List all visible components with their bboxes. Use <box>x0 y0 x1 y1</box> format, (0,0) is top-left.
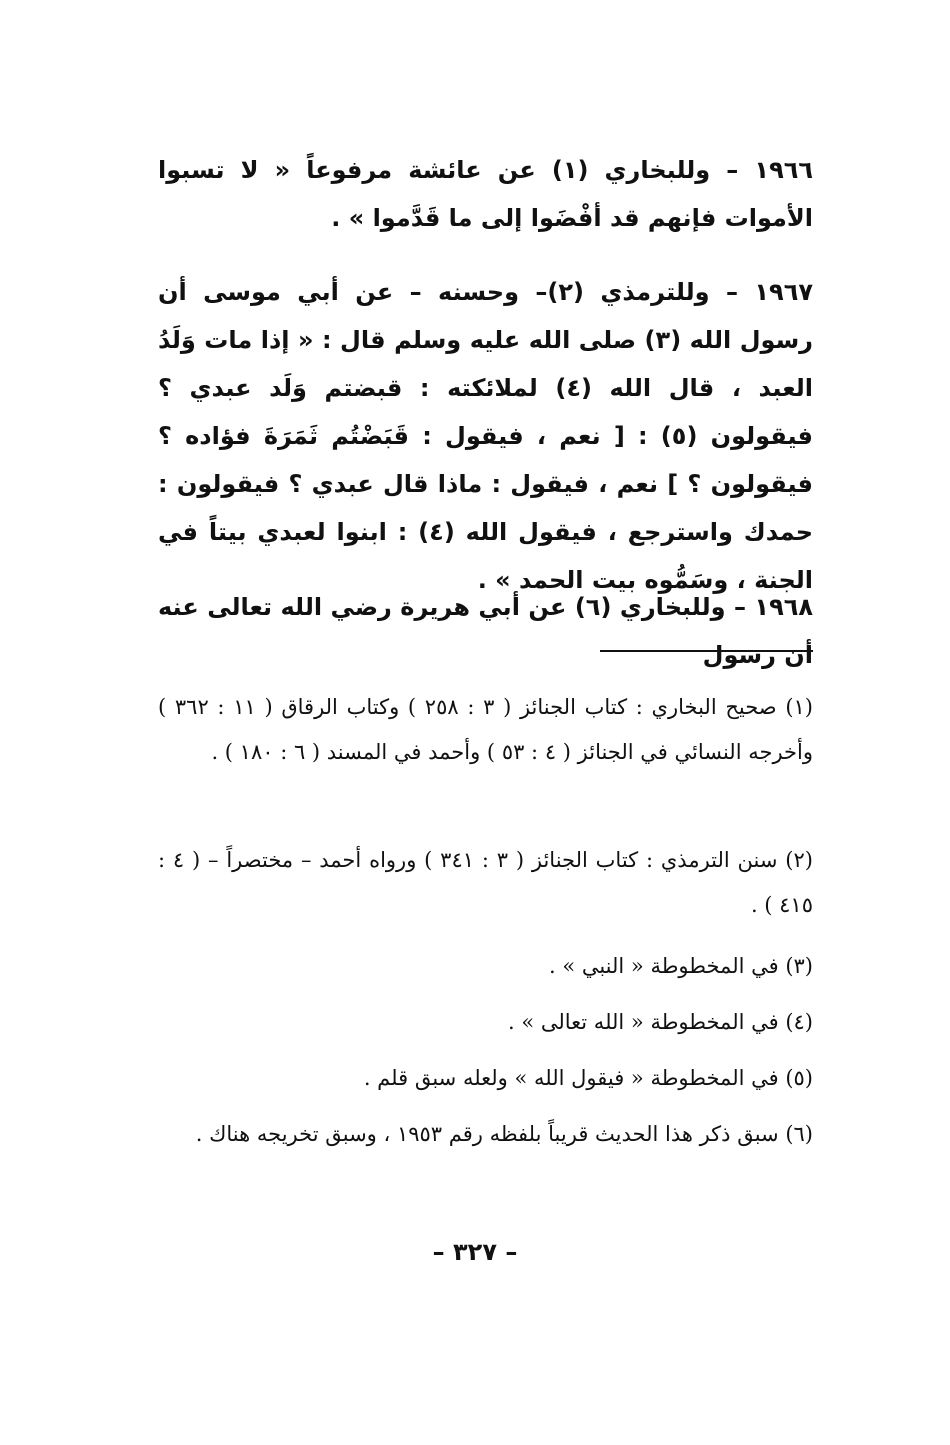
footnote-2: (٢) سنن الترمذي : كتاب الجنائز ( ٣ : ٣٤١ ) ورواه أحمد – مختصراً – ( ٤ : ٤١٥ ) . <box>158 848 813 917</box>
footnote-separator <box>600 650 813 652</box>
footnote-1: (١) صحيح البخاري : كتاب الجنائز ( ٣ : ٢٥٨ ) وكتاب الرقاق ( ١١ : ٣٦٢ ) وأخرجه النسائي في الجنائز ( ٤ : ٥٣ ) وأحمد في المسند ( ٦ : ١٨٠ ) . <box>158 695 813 764</box>
hadith-1968: ١٩٦٨ – وللبخاري (٦) عن أبي هريرة رضي الله تعالى عنه أن رسول <box>158 593 814 669</box>
page-number: – ٣٢٧ – <box>432 1238 518 1266</box>
footnote-3: (٣) في المخطوطة « النبي » . <box>548 954 813 978</box>
footnote-4: (٤) في المخطوطة « الله تعالى » . <box>507 1010 813 1034</box>
footnote-6: (٦) سبق ذكر هذا الحديث قريباً بلفظه رقم ١٩٥٣ ، وسبق تخريجه هناك . <box>195 1122 813 1146</box>
hadith-1966: ١٩٦٦ – وللبخاري (١) عن عائشة مرفوعاً « لا تسبوا الأموات فإنهم قد أفْضَوا إلى ما قَدَّموا » . <box>158 156 814 232</box>
footnote-5: (٥) في المخطوطة « فيقول الله » ولعله سبق قلم . <box>363 1066 813 1090</box>
hadith-1967: ١٩٦٧ – وللترمذي (٢)– وحسنه – عن أبي موسى أن رسول الله (٣) صلى الله عليه وسلم قال : « إذا مات وَلَدُ العبد ، قال الله (٤) لملائكته : قبضتم وَلَد عبدي ؟ فيقولون (٥) : [ نعم ، فيقول : قَبَضْتُم ثَمَرَةَ فؤاده ؟ فيقولون ؟ ] نعم ، فيقول : ماذا قال عبدي ؟ فيقولون : حمدك واسترجع ، فيقول الله (٤) : ابنوا لعبدي بيتاً في الجنة ، وسَمُّوه بيت الحمد » . <box>158 278 814 594</box>
